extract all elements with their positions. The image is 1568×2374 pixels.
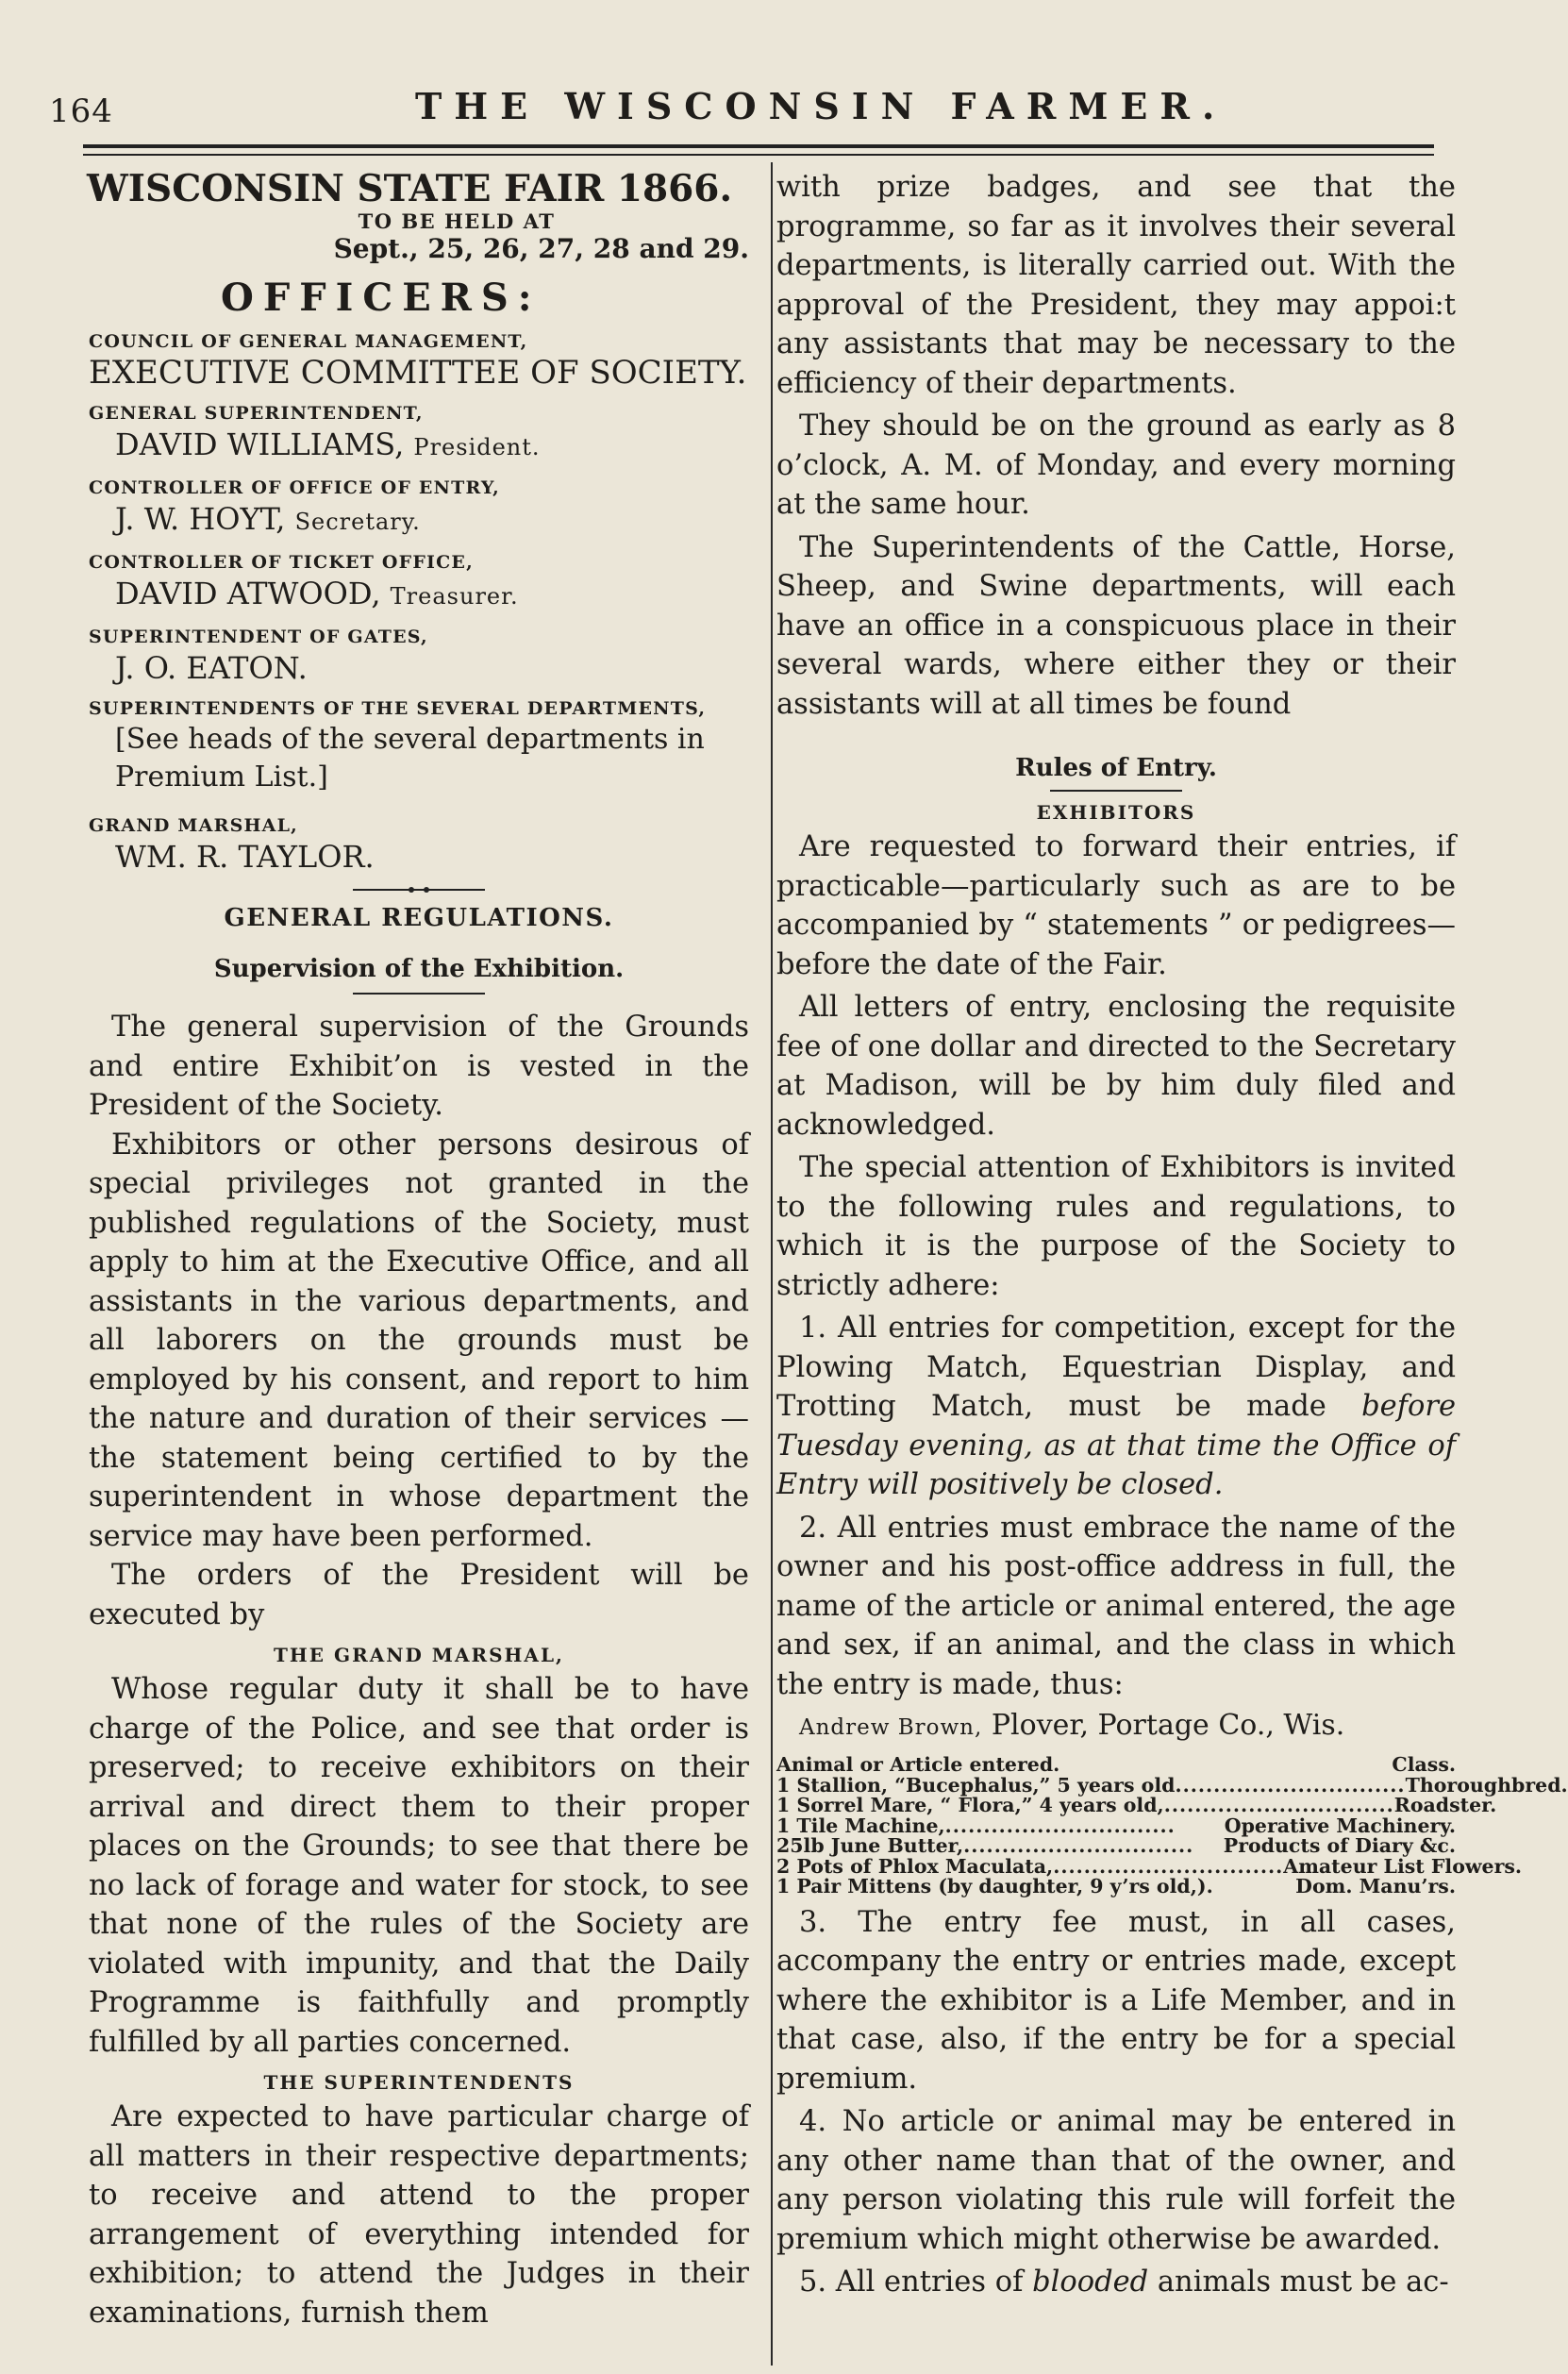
header-rule-thick xyxy=(83,144,1434,148)
table-cell-left: 2 Pots of Phlox Maculata, xyxy=(776,1854,1054,1878)
table-cell-left: 1 Pair Mittens (by daughter, 9 y’rs old,). xyxy=(776,1875,1213,1898)
officer-role: CONTROLLER OF OFFICE OF ENTRY, xyxy=(89,477,500,498)
heading-rule xyxy=(1050,790,1182,792)
table-header-right: Class. xyxy=(1392,1753,1456,1776)
table-cell-left: 1 Tile Machine, xyxy=(776,1814,945,1837)
paragraph: Are expected to have particular charge of all matters in their respective departments; to receive and attend to the proper arrangement of everything intended for exhibition; to attend the Judges in their examinations, furnish them xyxy=(89,2100,749,2330)
table-cell-right: Thoroughbred. xyxy=(1405,1773,1568,1797)
officers-heading: OFFICERS: xyxy=(221,276,542,320)
example-entry xyxy=(799,1706,1456,1747)
rule-5-text-end: animals must be ac- xyxy=(1157,2265,1449,2299)
superintendents-heading: THE SUPERINTENDENTS xyxy=(263,2071,575,2094)
rule-5-italic: blooded xyxy=(1032,2265,1149,2299)
officer-name: EXECUTIVE COMMITTEE OF SOCIETY. xyxy=(89,354,747,392)
rule-1 xyxy=(776,1309,1456,1505)
right-column xyxy=(776,168,1568,2302)
table-row xyxy=(776,1836,1456,1857)
table-row xyxy=(776,1794,1497,1816)
officer-name: WM. R. TAYLOR. xyxy=(115,839,375,875)
table-cell-left: 25lb June Butter, xyxy=(776,1834,964,1857)
officer-name: DAVID ATWOOD, xyxy=(115,576,381,611)
general-regulations-heading: GENERAL REGULATIONS. xyxy=(224,904,614,932)
rule-3: 3. The entry fee must, in all cases, accompany the entry or entries made, except where the exhibitor is a Life Member, and in that case, also, if the entry be for a special premium. xyxy=(776,1905,1456,2096)
officer-name: J. O. EATON. xyxy=(115,650,308,686)
officer-title: Secretary. xyxy=(294,509,421,535)
officer-note: [See heads of the several departments in Premium List.] xyxy=(115,723,705,794)
table-cell-right: Products of Diary &c. xyxy=(1223,1834,1456,1857)
paragraph: Are requested to forward their entries, if practicable—particularly such as are to be accompanied by “ statements ” or pedigrees—before the date of the Fair. xyxy=(776,830,1456,981)
paragraph: The Superintendents of the Cattle, Horse, Sheep, and Swine departments, will each have an office in a conspicuous place in their several wards, where either they or their assistants will at all times be found xyxy=(776,530,1456,721)
leader-dots: .............................. xyxy=(944,1814,1176,1837)
table-header-left: Animal or Article entered. xyxy=(776,1753,1060,1776)
rule-5 xyxy=(776,2263,1456,2302)
paragraph: with prize badges, and see that the programme, so far as it involves their several departments, is literally carried out. With the approval of the President, they may appoi:t any assistants that may be necessary to the efficiency of their departments. xyxy=(776,171,1456,400)
journal-title: THE WISCONSIN FARMER. xyxy=(415,85,1227,127)
supervision-heading: Supervision of the Exhibition. xyxy=(213,955,625,983)
paragraph: Whose regular duty it shall be to have charge of the Police, and see that order is preserved; to receive exhibitors on their arrival and direct them to their proper places on the Grounds; to see that there be no lack of forage and water for stock, to see that none of the rules of the Society are violated with impunity, and that the Daily Programme is faithfully and promptly fulfilled by all parties concerned. xyxy=(89,1673,749,2059)
entry-example-table xyxy=(776,1753,1568,1898)
leader-dots: .............................. xyxy=(963,1834,1194,1857)
rule-2: 2. All entries must embrace the name of the owner and his post-office address in full, the name of the article or animal entered, the age and sex, if an animal, and the class in which the entry is made, thus: xyxy=(776,1511,1456,1701)
table-row xyxy=(776,1877,1456,1898)
officer-entry xyxy=(115,575,749,615)
officer-entry xyxy=(115,426,749,466)
header-rule-thin xyxy=(83,154,1434,156)
leader-dots: .............................. xyxy=(1163,1794,1394,1816)
held-at: TO BE HELD AT xyxy=(358,209,556,233)
table-row xyxy=(776,1816,1456,1837)
table-row xyxy=(776,1773,1568,1797)
paragraph: The special attention of Exhibitors is invited to the following rules and regulations, to which it is the purpose of the Society to strictly adhere: xyxy=(776,1151,1456,1302)
rule-4: 4. No article or animal may be entered in any other name than that of the owner, and any person violating this rule will forfeit the premium which might otherwise be awarded. xyxy=(776,2105,1456,2256)
officer-entry xyxy=(115,500,749,541)
officer-title: Treasurer. xyxy=(390,583,519,610)
officer-name: J. W. HOYT, xyxy=(115,501,286,537)
table-cell-right: Amateur List Flowers. xyxy=(1283,1854,1523,1878)
left-column xyxy=(89,168,749,2332)
exhibitors-heading: EXHIBITORS xyxy=(1036,801,1196,824)
example-name: Andrew Brown, xyxy=(799,1715,983,1740)
fair-dates: Sept., 25, 26, 27, 28 and 29. xyxy=(333,233,749,264)
table-cell-right: Dom. Manu’rs. xyxy=(1295,1875,1456,1898)
officer-role: GENERAL SUPERINTENDENT, xyxy=(89,403,424,424)
officer-name: DAVID WILLIAMS, xyxy=(115,426,405,462)
paragraph: The orders of the President will be executed by xyxy=(89,1559,749,1631)
table-row xyxy=(776,1854,1523,1878)
officer-role: SUPERINTENDENTS OF THE SEVERAL DEPARTMENTS, xyxy=(89,698,707,719)
heading-rule xyxy=(353,993,485,995)
rule-5-text: 5. All entries of xyxy=(799,2265,1024,2299)
leader-dots: .............................. xyxy=(1053,1854,1284,1878)
rule-1-text: 1. All entries for competition, except for the Plowing Match, Equestrian Display, and Trotting Match, must be made xyxy=(776,1312,1456,1423)
rule-1-italic: before Tuesday evening, as at that time the Office of Entry will positively be closed. xyxy=(776,1390,1456,1501)
officer-role: GRAND MARSHAL, xyxy=(89,815,298,836)
paragraph: All letters of entry, enclosing the requisite fee of one dollar and directed to the Secretary at Madison, will be by him duly filed and acknowledged. xyxy=(776,991,1456,1142)
example-address: Plover, Portage Co., Wis. xyxy=(991,1709,1345,1742)
ornament-divider xyxy=(353,883,485,896)
officer-role: COUNCIL OF GENERAL MANAGEMENT, xyxy=(89,331,528,352)
table-cell-left: 1 Sorrel Mare, “ Flora,” 4 years old, xyxy=(776,1794,1164,1816)
table-cell-left: 1 Stallion, “Bucephalus,” 5 years old xyxy=(776,1773,1176,1797)
officer-role: CONTROLLER OF TICKET OFFICE, xyxy=(89,552,474,573)
officer-role: SUPERINTENDENT OF GATES, xyxy=(89,627,428,647)
officer-title: President. xyxy=(413,434,541,460)
leader-dots: .............................. xyxy=(1175,1773,1406,1797)
leader-dots xyxy=(1213,1877,1295,1898)
grand-marshal-heading: THE GRAND MARSHAL, xyxy=(274,1644,564,1666)
table-cell-right: Operative Machinery. xyxy=(1224,1814,1456,1837)
column-divider xyxy=(771,162,773,2366)
page-number: 164 xyxy=(49,92,113,130)
table-header xyxy=(776,1755,1456,1776)
table-cell-right: Roadster. xyxy=(1393,1794,1497,1816)
rules-heading: Rules of Entry. xyxy=(1015,754,1217,782)
paragraph: Exhibitors or other persons desirous of special privileges not granted in the published regulations of the Society, must apply to him at the Executive Office, and all assistants in the various departments, and all laborers on the grounds must be employed by his consent, and report to him the nature and duration of their services —the statement being certified to by the superintendent in whose department the service may have been performed. xyxy=(89,1128,749,1553)
fair-title: WISCONSIN STATE FAIR 1866. xyxy=(87,167,733,210)
paragraph: They should be on the ground as early as 8 o’clock, A. M. of Monday, and every morning at the same hour. xyxy=(776,410,1456,521)
paragraph: The general supervision of the Grounds and entire Exhibit’on is vested in the President of the Society. xyxy=(89,1011,749,1122)
